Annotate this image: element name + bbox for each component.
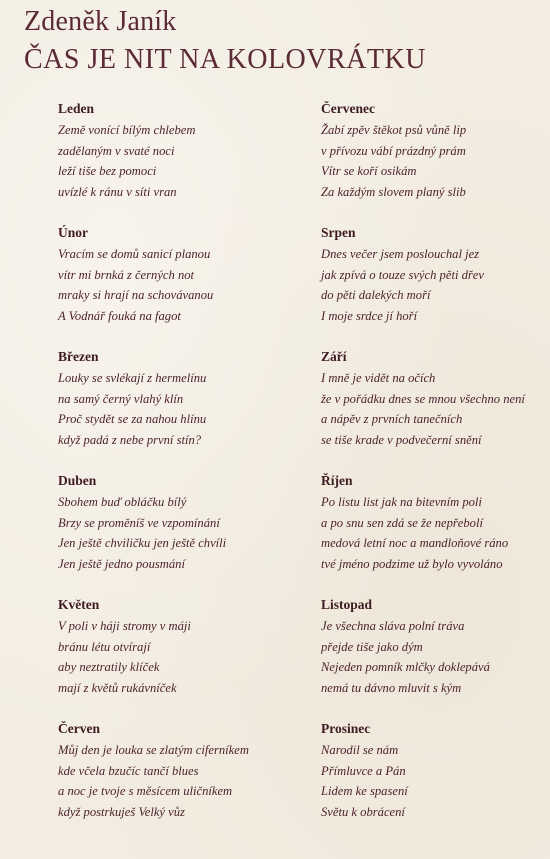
month-block-november xyxy=(321,595,546,719)
verse-line: Narodil se nám xyxy=(321,743,399,757)
verse-line: Vracím se domů sanicí planou xyxy=(58,247,211,261)
verse-line: Žabí zpěv štěkot psů vůně lip xyxy=(321,123,467,137)
verse-line: bránu létu otvírají xyxy=(58,639,151,654)
verse-line: tvé jméno podzime už bylo vyvoláno xyxy=(321,557,503,572)
verse-line: v přívozu vábí prázdný prám xyxy=(321,143,466,158)
month-heading: Leden xyxy=(58,101,95,116)
verse-line: A Vodnář fouká na fagot xyxy=(58,309,181,324)
verse-line: zadělaným v svaté noci xyxy=(58,143,175,158)
month-block-september xyxy=(321,347,546,471)
verse-line: Brzy se proměníš ve vzpomínání xyxy=(58,515,220,530)
verse-line: Po listu list jak na bitevním poli xyxy=(321,495,482,509)
right-column xyxy=(321,99,546,843)
verse-line: Světu k obrácení xyxy=(321,805,405,820)
month-block-july xyxy=(321,99,546,223)
verse-line: Přímluvce a Pán xyxy=(321,763,406,778)
verse-line: uvízlé k ránu v síti vran xyxy=(58,185,177,200)
verse-line: I mně je vidět na očích xyxy=(321,371,436,385)
month-heading: Květen xyxy=(58,597,100,612)
month-block-october xyxy=(321,471,546,595)
verse-line: Nejeden pomník mlčky doklepává xyxy=(321,660,490,675)
month-block-march xyxy=(58,347,288,471)
verse-line: leží tiše bez pomoci xyxy=(58,164,157,179)
verse-line: a po snu sen zdá se že nepřebolí xyxy=(321,515,483,530)
verse-line: medová letní noc a mandloňové ráno xyxy=(321,536,509,551)
month-heading: Únor xyxy=(58,225,88,240)
month-block-may xyxy=(58,595,288,719)
month-block-august xyxy=(321,223,546,347)
month-heading: Prosinec xyxy=(321,721,371,736)
month-heading: Duben xyxy=(58,473,97,488)
month-heading: Březen xyxy=(58,349,99,364)
month-heading: Září xyxy=(321,349,347,364)
verse-line: a noc je tvoje s měsícem uličníkem xyxy=(58,784,233,799)
month-heading: Červen xyxy=(58,721,100,736)
verse-line: I moje srdce jí hoří xyxy=(321,309,418,324)
left-column xyxy=(58,99,288,843)
poem-title: ČAS JE NIT NA KOLOVRÁTKU xyxy=(24,44,426,75)
verse-line: Je všechna sláva polní tráva xyxy=(321,619,465,633)
verse-line: do pěti dalekých moří xyxy=(321,288,431,303)
verse-line: Jen ještě chviličku jen ještě chvíli xyxy=(58,536,227,551)
verse-line: když padá z nebe první stín? xyxy=(58,433,202,448)
verse-line: jak zpívá o touze svých pěti dřev xyxy=(321,267,484,282)
author-name: Zdeněk Janík xyxy=(24,6,177,37)
verse-line: a nápěv z prvních tanečních xyxy=(321,412,463,427)
verse-line: Země vonící bílým chlebem xyxy=(58,123,196,137)
verse-line: na samý černý vlahý klín xyxy=(58,391,184,406)
month-heading: Červenec xyxy=(321,101,375,116)
verse-line: Sbohem buď obláčku bílý xyxy=(58,495,187,509)
verse-line: Jen ještě jedno pousmání xyxy=(58,557,185,572)
verse-line: Dnes večer jsem poslouchal jez xyxy=(321,247,480,261)
month-block-december xyxy=(321,719,546,843)
verse-line: Lidem ke spasení xyxy=(321,784,408,799)
verse-line: nemá tu dávno mluvit s kým xyxy=(321,681,462,696)
verse-line: když postrkuješ Velký vůz xyxy=(58,805,185,820)
month-block-january xyxy=(58,99,288,223)
month-heading: Říjen xyxy=(321,473,353,488)
verse-line: mraky si hrají na schovávanou xyxy=(58,288,214,303)
verse-line: Proč stydět se za nahou hlínu xyxy=(58,412,207,427)
verse-line: Louky se svlékají z hermelínu xyxy=(58,371,207,385)
month-block-june xyxy=(58,719,288,843)
verse-line: aby neztratily klíček xyxy=(58,660,160,675)
verse-line: V poli v háji stromy v máji xyxy=(58,619,191,633)
month-block-april xyxy=(58,471,288,595)
month-heading: Srpen xyxy=(321,225,356,240)
verse-line: že v pořádku dnes se mnou všechno není xyxy=(321,391,525,406)
verse-line: Můj den je louka se zlatým ciferníkem xyxy=(58,743,249,757)
verse-line: Za každým slovem planý slib xyxy=(321,185,466,200)
verse-line: kde včela bzučíc tančí blues xyxy=(58,763,199,778)
verse-line: Vítr se koří osikám xyxy=(321,164,417,179)
verse-line: vítr mi brnká z černých not xyxy=(58,267,195,282)
verse-line: přejde tiše jako dým xyxy=(321,639,423,654)
verse-line: mají z květů rukávníček xyxy=(58,681,177,696)
month-heading: Listopad xyxy=(321,597,373,612)
verse-line: se tiše krade v podvečerní snění xyxy=(321,433,482,448)
month-block-february xyxy=(58,223,288,347)
